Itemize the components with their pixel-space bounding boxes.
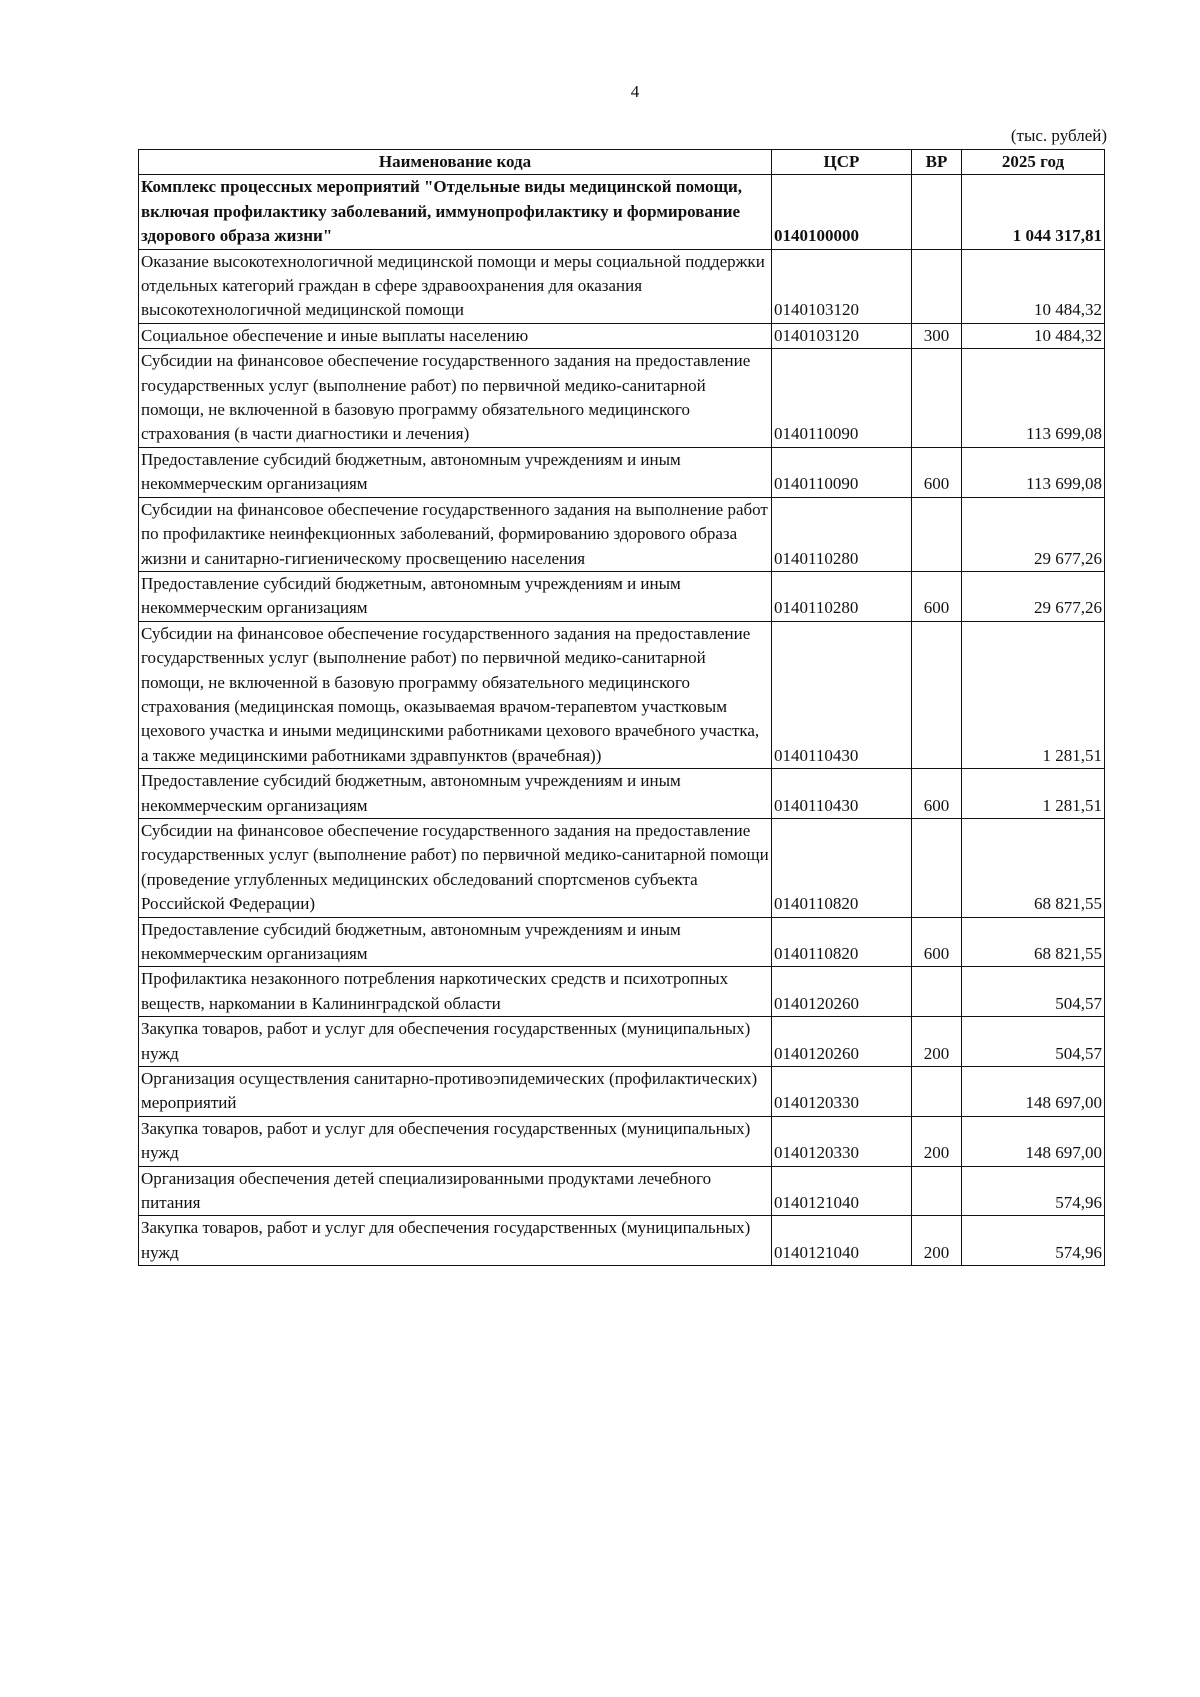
row-csr-code: 0140103120 xyxy=(772,323,912,348)
table-row xyxy=(139,1017,1105,1067)
row-name: Субсидии на финансовое обеспечение государственного задания на предоставление государственных услуг (выполнение работ) по первичной медико-санитарной помощи (проведение углубленных медицинских обследований спортсменов субъекта Российской Федерации) xyxy=(139,818,772,917)
row-vr-code xyxy=(912,1067,962,1117)
row-amount: 10 484,32 xyxy=(962,249,1105,323)
table-row xyxy=(139,1216,1105,1266)
table-header-row xyxy=(139,150,1105,175)
table-row xyxy=(139,249,1105,323)
row-amount: 68 821,55 xyxy=(962,917,1105,967)
row-csr-code: 0140100000 xyxy=(772,175,912,249)
column-header-name: Наименование кода xyxy=(139,150,772,175)
row-csr-code: 0140120330 xyxy=(772,1067,912,1117)
row-csr-code: 0140110430 xyxy=(772,621,912,768)
row-vr-code xyxy=(912,497,962,571)
row-csr-code: 0140121040 xyxy=(772,1166,912,1216)
row-name: Организация осуществления санитарно-противоэпидемических (профилактических) мероприятий xyxy=(139,1067,772,1117)
page-number: 4 xyxy=(630,82,640,101)
row-csr-code: 0140110090 xyxy=(772,447,912,497)
row-vr-code: 600 xyxy=(912,571,962,621)
row-vr-code: 600 xyxy=(912,447,962,497)
row-csr-code: 0140103120 xyxy=(772,249,912,323)
table-row xyxy=(139,967,1105,1017)
column-header-amount: 2025 год xyxy=(962,150,1105,175)
table-row xyxy=(139,769,1105,819)
row-vr-code xyxy=(912,621,962,768)
row-csr-code: 0140110280 xyxy=(772,571,912,621)
table-row xyxy=(139,1067,1105,1117)
units-note: (тыс. рублей) xyxy=(1010,126,1107,145)
row-csr-code: 0140110090 xyxy=(772,349,912,448)
row-csr-code: 0140110280 xyxy=(772,497,912,571)
row-vr-code xyxy=(912,818,962,917)
row-name: Предоставление субсидий бюджетным, автономным учреждениям и иным некоммерческим организациям xyxy=(139,447,772,497)
row-name: Социальное обеспечение и иные выплаты населению xyxy=(139,323,772,348)
row-amount: 148 697,00 xyxy=(962,1067,1105,1117)
row-name: Профилактика незаконного потребления наркотических средств и психотропных веществ, наркомании в Калининградской области xyxy=(139,967,772,1017)
row-vr-code xyxy=(912,349,962,448)
row-name: Предоставление субсидий бюджетным, автономным учреждениям и иным некоммерческим организациям xyxy=(139,917,772,967)
row-amount: 504,57 xyxy=(962,1017,1105,1067)
table-row xyxy=(139,818,1105,917)
table-row xyxy=(139,571,1105,621)
row-vr-code xyxy=(912,1166,962,1216)
row-amount: 29 677,26 xyxy=(962,497,1105,571)
row-name: Оказание высокотехнологичной медицинской помощи и меры социальной поддержки отдельных категорий граждан в сфере здравоохранения для оказания высокотехнологичной медицинской помощи xyxy=(139,249,772,323)
row-csr-code: 0140121040 xyxy=(772,1216,912,1266)
table-body xyxy=(139,175,1105,1266)
row-name: Закупка товаров, работ и услуг для обеспечения государственных (муниципальных) нужд xyxy=(139,1216,772,1266)
row-name: Закупка товаров, работ и услуг для обеспечения государственных (муниципальных) нужд xyxy=(139,1116,772,1166)
row-amount: 10 484,32 xyxy=(962,323,1105,348)
table-row xyxy=(139,1116,1105,1166)
row-name: Комплекс процессных мероприятий "Отдельные виды медицинской помощи, включая профилактику заболеваний, иммунопрофилактику и формирование здорового образа жизни" xyxy=(139,175,772,249)
row-amount: 113 699,08 xyxy=(962,447,1105,497)
row-amount: 1 044 317,81 xyxy=(962,175,1105,249)
row-name: Субсидии на финансовое обеспечение государственного задания на выполнение работ по профилактике неинфекционных заболеваний, формированию здорового образа жизни и санитарно-гигиеническому просвещению населения xyxy=(139,497,772,571)
row-csr-code: 0140120260 xyxy=(772,1017,912,1067)
row-amount: 148 697,00 xyxy=(962,1116,1105,1166)
budget-table xyxy=(138,149,1105,1266)
row-amount: 113 699,08 xyxy=(962,349,1105,448)
row-amount: 29 677,26 xyxy=(962,571,1105,621)
row-name: Предоставление субсидий бюджетным, автономным учреждениям и иным некоммерческим организациям xyxy=(139,769,772,819)
row-vr-code: 300 xyxy=(912,323,962,348)
row-vr-code: 200 xyxy=(912,1017,962,1067)
column-header-vr: ВР xyxy=(912,150,962,175)
column-header-csr: ЦСР xyxy=(772,150,912,175)
row-name: Закупка товаров, работ и услуг для обеспечения государственных (муниципальных) нужд xyxy=(139,1017,772,1067)
table-row xyxy=(139,323,1105,348)
table-row xyxy=(139,175,1105,249)
table-row xyxy=(139,349,1105,448)
row-vr-code xyxy=(912,175,962,249)
row-amount: 574,96 xyxy=(962,1166,1105,1216)
row-name: Организация обеспечения детей специализированными продуктами лечебного питания xyxy=(139,1166,772,1216)
row-amount: 504,57 xyxy=(962,967,1105,1017)
row-amount: 574,96 xyxy=(962,1216,1105,1266)
table-row xyxy=(139,447,1105,497)
row-csr-code: 0140110430 xyxy=(772,769,912,819)
row-vr-code: 600 xyxy=(912,769,962,819)
row-csr-code: 0140110820 xyxy=(772,818,912,917)
table-row xyxy=(139,1166,1105,1216)
table-row xyxy=(139,621,1105,768)
row-csr-code: 0140110820 xyxy=(772,917,912,967)
row-amount: 1 281,51 xyxy=(962,769,1105,819)
table-row xyxy=(139,497,1105,571)
row-amount: 1 281,51 xyxy=(962,621,1105,768)
row-vr-code: 200 xyxy=(912,1116,962,1166)
row-name: Субсидии на финансовое обеспечение государственного задания на предоставление государственных услуг (выполнение работ) по первичной медико-санитарной помощи, не включенной в базовую программу обязательного медицинского страхования (медицинская помощь, оказываемая врачом-терапевтом участковым цехового участка и иными медицинскими работниками цехового врачебного участка, а также медицинскими работниками здравпунктов (врачебная)) xyxy=(139,621,772,768)
row-vr-code xyxy=(912,249,962,323)
row-csr-code: 0140120260 xyxy=(772,967,912,1017)
row-name: Предоставление субсидий бюджетным, автономным учреждениям и иным некоммерческим организациям xyxy=(139,571,772,621)
row-amount: 68 821,55 xyxy=(962,818,1105,917)
row-vr-code xyxy=(912,967,962,1017)
row-name: Субсидии на финансовое обеспечение государственного задания на предоставление государственных услуг (выполнение работ) по первичной медико-санитарной помощи, не включенной в базовую программу обязательного медицинского страхования (в части диагностики и лечения) xyxy=(139,349,772,448)
table-row xyxy=(139,917,1105,967)
row-vr-code: 200 xyxy=(912,1216,962,1266)
row-csr-code: 0140120330 xyxy=(772,1116,912,1166)
row-vr-code: 600 xyxy=(912,917,962,967)
